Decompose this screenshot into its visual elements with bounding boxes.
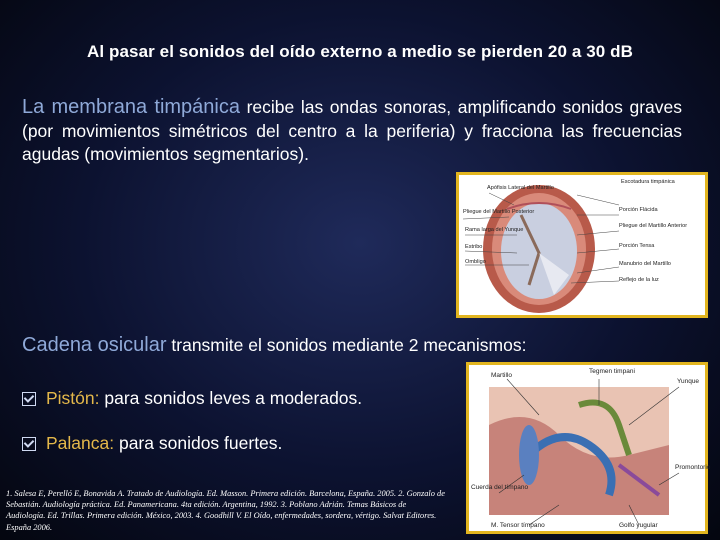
label-yunque: Yunque xyxy=(677,378,700,385)
ossicular-chain-figure xyxy=(466,362,711,534)
tympanic-paragraph xyxy=(22,95,682,165)
palanca-text: para sonidos fuertes. xyxy=(114,433,283,453)
tympanic-membrane-figure xyxy=(456,172,708,318)
piston-text: para sonidos leves a moderados. xyxy=(99,388,363,408)
ossicular-text: transmite el sonidos mediante 2 mecanismos: xyxy=(171,335,527,355)
palanca-term: Palanca: xyxy=(46,433,115,453)
label-estribo: Estribo xyxy=(465,244,483,250)
ossicular-chain-illustration xyxy=(469,365,711,531)
ossicular-paragraph xyxy=(22,334,662,357)
label-pliegue-posterior: Pliegue del Martillo Posterior xyxy=(463,209,535,215)
label-pliegue-anterior: Pliegue del Martillo Anterior xyxy=(619,223,688,229)
label-manubrio: Manubrio del Martillo xyxy=(619,261,671,267)
tympanic-heading: La membrana timpánica xyxy=(22,96,240,118)
label-porcion-tensa: Porción Tensa xyxy=(619,243,655,249)
bullet-palanca xyxy=(22,433,282,454)
slide-title: Al pasar el sonidos del oído externo a medio se pierden 20 a 30 dB xyxy=(86,42,634,61)
checkbox-bullet-icon xyxy=(22,437,36,451)
references: 1. Salesa E, Perelló E, Bonavida A. Tratado de Audiología. Ed. Masson. Primera edición. Barcelona, España. 2005. 2. Gonzalo de Sebastián. Audiología práctica. Ed. Panamericana. 4ta edición. Argentina, 1992. 3. Poblano Adrián. Temas Básicos de Audiología. Ed. Trillas. Primera edición. México, 2003. 4. Goodhill V. El Oído, enfermedades, sordera, vértigo. Salvat Editores. España 2006. xyxy=(6,489,445,532)
label-martillo: Martillo xyxy=(491,372,512,379)
label-apofisis: Apófisis Lateral del Martillo xyxy=(487,185,554,191)
bullet-piston xyxy=(22,388,362,409)
tympanic-text: recibe las ondas sonoras, amplificando sonidos graves (por movimientos simétricos del centro a la periferia) y fracciona las frecuencias agudas (movimientos segmentarios). xyxy=(22,97,682,164)
tympanic-membrane-illustration xyxy=(459,175,705,315)
label-reflejo-luz: Reflejo de la luz xyxy=(619,277,659,283)
label-promontorio: Promontorio xyxy=(675,464,711,471)
label-escotadura: Escotadura timpánica xyxy=(621,179,675,185)
piston-term: Pistón: xyxy=(46,388,100,408)
label-tensor: M. Tensor tímpano xyxy=(491,522,545,529)
label-golfo: Golfo yugular xyxy=(619,522,658,529)
label-ombligo: Ombligo xyxy=(465,259,486,265)
label-cuerda: Cuerda del tímpano xyxy=(471,484,529,491)
label-rama-yunque: Rama larga del Yunque xyxy=(465,227,524,233)
label-porcion-flacida: Porción Flácida xyxy=(619,207,658,213)
ossicular-heading: Cadena osicular xyxy=(22,334,167,356)
checkbox-bullet-icon xyxy=(22,392,36,406)
label-tegmen: Tegmen timpani xyxy=(589,368,635,375)
